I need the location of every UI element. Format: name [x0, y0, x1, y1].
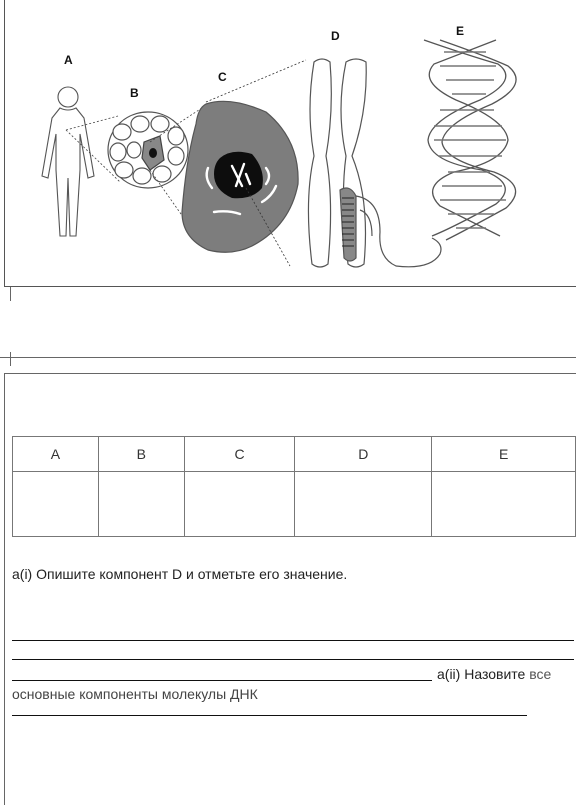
human-figure-icon [42, 87, 94, 236]
answer-line-4[interactable] [12, 715, 527, 716]
label-b: B [130, 86, 139, 100]
label-d: D [331, 29, 340, 43]
table-header-row [13, 437, 576, 472]
header-e: E [432, 437, 576, 472]
frame-top-rule [0, 357, 576, 358]
question-a-ii [437, 666, 551, 682]
cell-cluster-icon [108, 112, 188, 188]
frame-second-rule [4, 373, 576, 374]
answer-cell-c[interactable] [184, 472, 295, 537]
header-b: B [98, 437, 184, 472]
question-a-ii-suffix: все [529, 666, 552, 682]
cell-nucleus-icon [182, 101, 298, 252]
header-d: D [295, 437, 432, 472]
answer-cell-b[interactable] [98, 472, 184, 537]
label-a: A [64, 53, 73, 67]
question-a-ii-line2: основные компоненты молекулы ДНК [12, 686, 258, 702]
answer-line-1[interactable] [12, 640, 574, 641]
label-c: C [218, 70, 227, 84]
chromosome-icon [308, 59, 441, 267]
question-a-ii-prefix: a(ii) Назовите [437, 666, 526, 682]
answer-cell-d[interactable] [295, 472, 432, 537]
frame-left-border [4, 373, 5, 805]
answer-table [12, 436, 576, 537]
answer-cell-a[interactable] [13, 472, 99, 537]
label-e: E [456, 24, 465, 38]
header-c: C [184, 437, 295, 472]
dna-helix-icon [424, 40, 516, 240]
answer-line-3[interactable] [12, 680, 432, 681]
header-a: A [13, 437, 99, 472]
question-a-i: a(i) Опишите компонент D и отметьте его значение. [12, 566, 348, 582]
table-answer-row [13, 472, 576, 537]
answer-cell-e[interactable] [432, 472, 576, 537]
dna-illustration [0, 0, 576, 290]
answer-line-2[interactable] [12, 659, 574, 660]
frame-left-tick [10, 352, 11, 366]
